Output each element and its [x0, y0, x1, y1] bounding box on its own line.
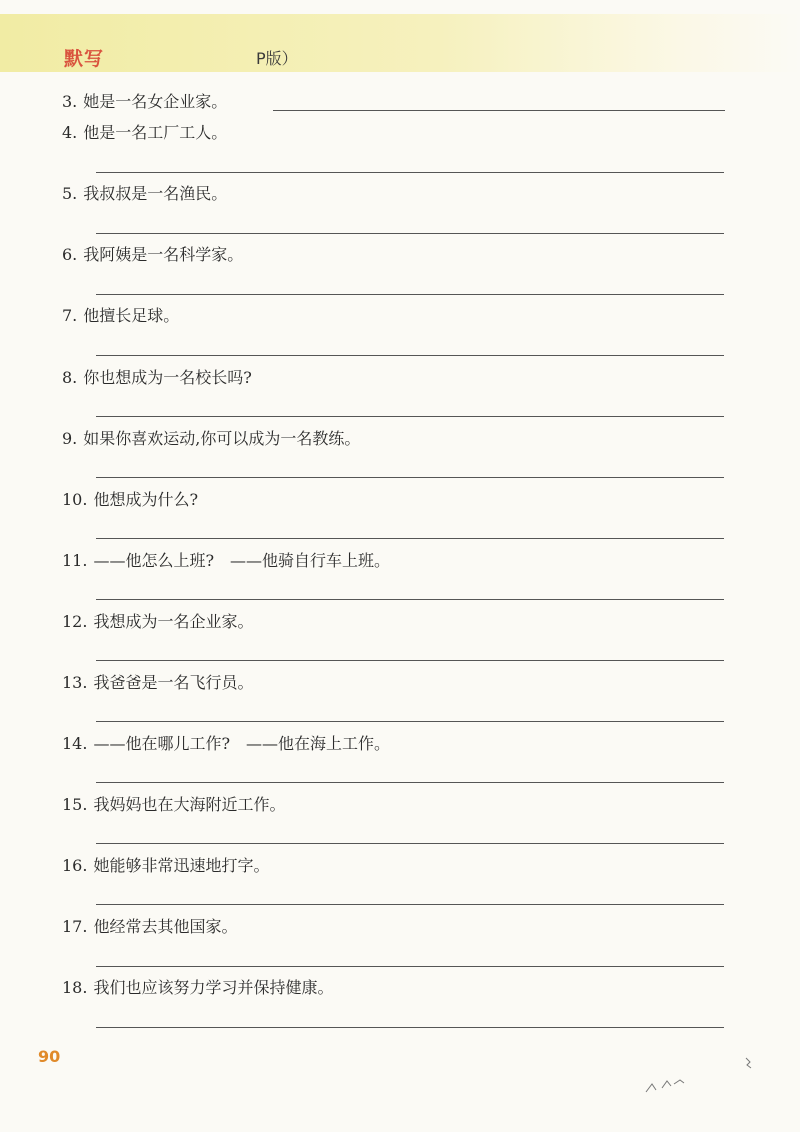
exercise-item-11: [62, 550, 390, 572]
exercise-item-18: [62, 977, 333, 999]
exercise-item-9: [62, 428, 360, 450]
exercise-number: 7.: [62, 306, 78, 325]
exercise-number: 6.: [62, 245, 78, 264]
exercise-item-16: [62, 855, 269, 877]
exercise-number: 11.: [62, 551, 88, 570]
exercise-sentence: 我爸爸是一名飞行员。: [93, 673, 254, 692]
exercise-sentence: 我阿姨是一名科学家。: [83, 245, 244, 264]
answer-line-8[interactable]: [96, 416, 724, 417]
exercise-number: 14.: [62, 734, 88, 753]
answer-line-5[interactable]: [96, 233, 724, 234]
exercise-number: 4.: [62, 123, 78, 142]
exercise-number: 9.: [62, 429, 78, 448]
exercise-number: 8.: [62, 368, 78, 387]
answer-line-17[interactable]: [96, 966, 724, 967]
exercise-number: 16.: [62, 856, 88, 875]
answer-line-16[interactable]: [96, 904, 724, 905]
exercise-number: 12.: [62, 612, 88, 631]
header-title: 默写: [64, 48, 105, 70]
exercise-number: 5.: [62, 184, 78, 203]
answer-line-6[interactable]: [96, 294, 724, 295]
answer-line-14[interactable]: [96, 782, 724, 783]
exercise-item-5: [62, 183, 227, 205]
answer-line-9[interactable]: [96, 477, 724, 478]
exercise-item-10: [62, 489, 198, 511]
exercise-sentence: 如果你喜欢运动,你可以成为一名教练。: [83, 429, 361, 448]
answer-line-15[interactable]: [96, 843, 724, 844]
exercise-sentence: 他经常去其他国家。: [93, 917, 238, 936]
exercise-number: 18.: [62, 978, 88, 997]
exercise-sentence: ——他在哪儿工作? ——他在海上工作。: [93, 734, 391, 753]
answer-line-4[interactable]: [96, 172, 724, 173]
exercise-number: 10.: [62, 490, 88, 509]
answer-line-12[interactable]: [96, 660, 724, 661]
page-number: 90: [38, 1047, 61, 1066]
exercise-item-7: [62, 305, 179, 327]
exercise-number: 13.: [62, 673, 88, 692]
exercise-item-15: [62, 794, 285, 816]
exercise-item-14: [62, 733, 390, 755]
exercise-item-3: [62, 91, 227, 113]
exercise-sentence: 他是一名工厂工人。: [83, 123, 228, 142]
exercise-sentence: 我叔叔是一名渔民。: [83, 184, 228, 203]
answer-line-18[interactable]: [96, 1027, 724, 1028]
exercise-number: 3.: [62, 92, 78, 111]
exercise-item-4: [62, 122, 227, 144]
exercise-item-6: [62, 244, 243, 266]
answer-line-7[interactable]: [96, 355, 724, 356]
header-subtitle: P版）: [256, 49, 298, 68]
answer-line-10[interactable]: [96, 538, 724, 539]
exercise-sentence: 她是一名女企业家。: [83, 92, 228, 111]
answer-line-11[interactable]: [96, 599, 724, 600]
exercise-item-8: [62, 367, 252, 389]
pencil-scribble: [640, 1050, 770, 1100]
exercise-sentence: 我想成为一名企业家。: [93, 612, 254, 631]
header-band: [0, 14, 800, 72]
exercise-sentence: 你也想成为一名校长吗?: [83, 368, 252, 387]
exercise-item-12: [62, 611, 253, 633]
exercise-sentence: 她能够非常迅速地打字。: [93, 856, 270, 875]
exercise-sentence: ——他怎么上班? ——他骑自行车上班。: [93, 551, 391, 570]
exercise-number: 17.: [62, 917, 88, 936]
answer-line-3[interactable]: [273, 110, 725, 111]
exercise-sentence: 我们也应该努力学习并保持健康。: [93, 978, 334, 997]
exercise-sentence: 他擅长足球。: [83, 306, 180, 325]
exercise-sentence: 我妈妈也在大海附近工作。: [93, 795, 286, 814]
exercise-item-17: [62, 916, 237, 938]
answer-line-13[interactable]: [96, 721, 724, 722]
exercise-item-13: [62, 672, 253, 694]
exercise-number: 15.: [62, 795, 88, 814]
exercise-sentence: 他想成为什么?: [93, 490, 199, 509]
